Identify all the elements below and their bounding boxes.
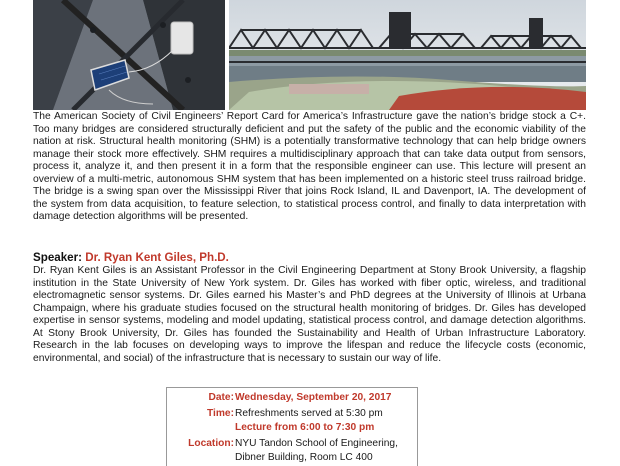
date-value: Wednesday, September 20, 2017	[235, 392, 392, 403]
location-label: Location:	[188, 438, 234, 449]
date-label: Date:	[208, 392, 234, 403]
sensor-photo-image	[33, 0, 225, 110]
lecture-abstract: The American Society of Civil Engineers’ Report Card for America’s Infrastructure gave the nation’s bridge stock a C+. Too many bridges are considered structurally deficient and put the safety of the public and the economic viability of the nation at risk. Structural health monitoring (SHM) is a potentially transformative technology that can help bridge owners manage their stock more effectively. SHM requires a multidisciplinary approach that can take data output from sensors, process it, analyze it, and then present it in a form that the responsible engineer can use. This lecture will present an overview of a multi-metric, autonomous SHM system that has been implemented on a historic steel truss railroad bridge. The bridge is a swing span over the Mississippi River that joins Rock Island, IL and Davenport, IA. The development of the system from data acquisition, to feature selection, to statistical process control, and finally to data interpretation with damage detection algorithms will be presented.	[33, 111, 586, 222]
location-line-1: NYU Tandon School of Engineering,	[235, 438, 398, 449]
time-label: Time:	[207, 408, 234, 419]
speaker-bio: Dr. Ryan Kent Giles is an Assistant Professor in the Civil Engineering Department at Stony Brook University, a flagship institution in the State University of New York system. Dr. Giles has worked with fiber optic, wireless, and traditional electromagnetic sensor systems. Dr. Giles earned his Master’s and PhD degrees at the University of Illinois at Urbana Champaign, where his graduate studies focused on the structural health monitoring of bridges. Dr. Giles has developed expertise in sensor systems, modeling and model updating, statistical process control, and damage detection algorithms. At Stony Brook University, Dr. Giles has founded the Sustainability and Health of Urban Infrastructure Laboratory. Research in the lab focuses on developing ways to improve the lifespan and reduce the lifecycle costs (economic, environmental, and social) of the infrastructure that is necessary to sustain our way of life.	[33, 265, 586, 364]
bridge-photo-image	[229, 0, 586, 110]
speaker-name: Dr. Ryan Kent Giles, Ph.D.	[85, 251, 229, 264]
event-details-box	[166, 387, 418, 466]
location-line-2: Dibner Building, Room LC 400	[235, 452, 373, 463]
speaker-heading	[33, 251, 229, 264]
sensor-photo	[33, 0, 225, 110]
speaker-label: Speaker:	[33, 251, 82, 264]
header-photos	[33, 0, 586, 110]
lecture-time: Lecture from 6:00 to 7:30 pm	[235, 422, 375, 433]
refreshments-time: Refreshments served at 5:30 pm	[235, 408, 383, 419]
bridge-photo	[229, 0, 586, 110]
